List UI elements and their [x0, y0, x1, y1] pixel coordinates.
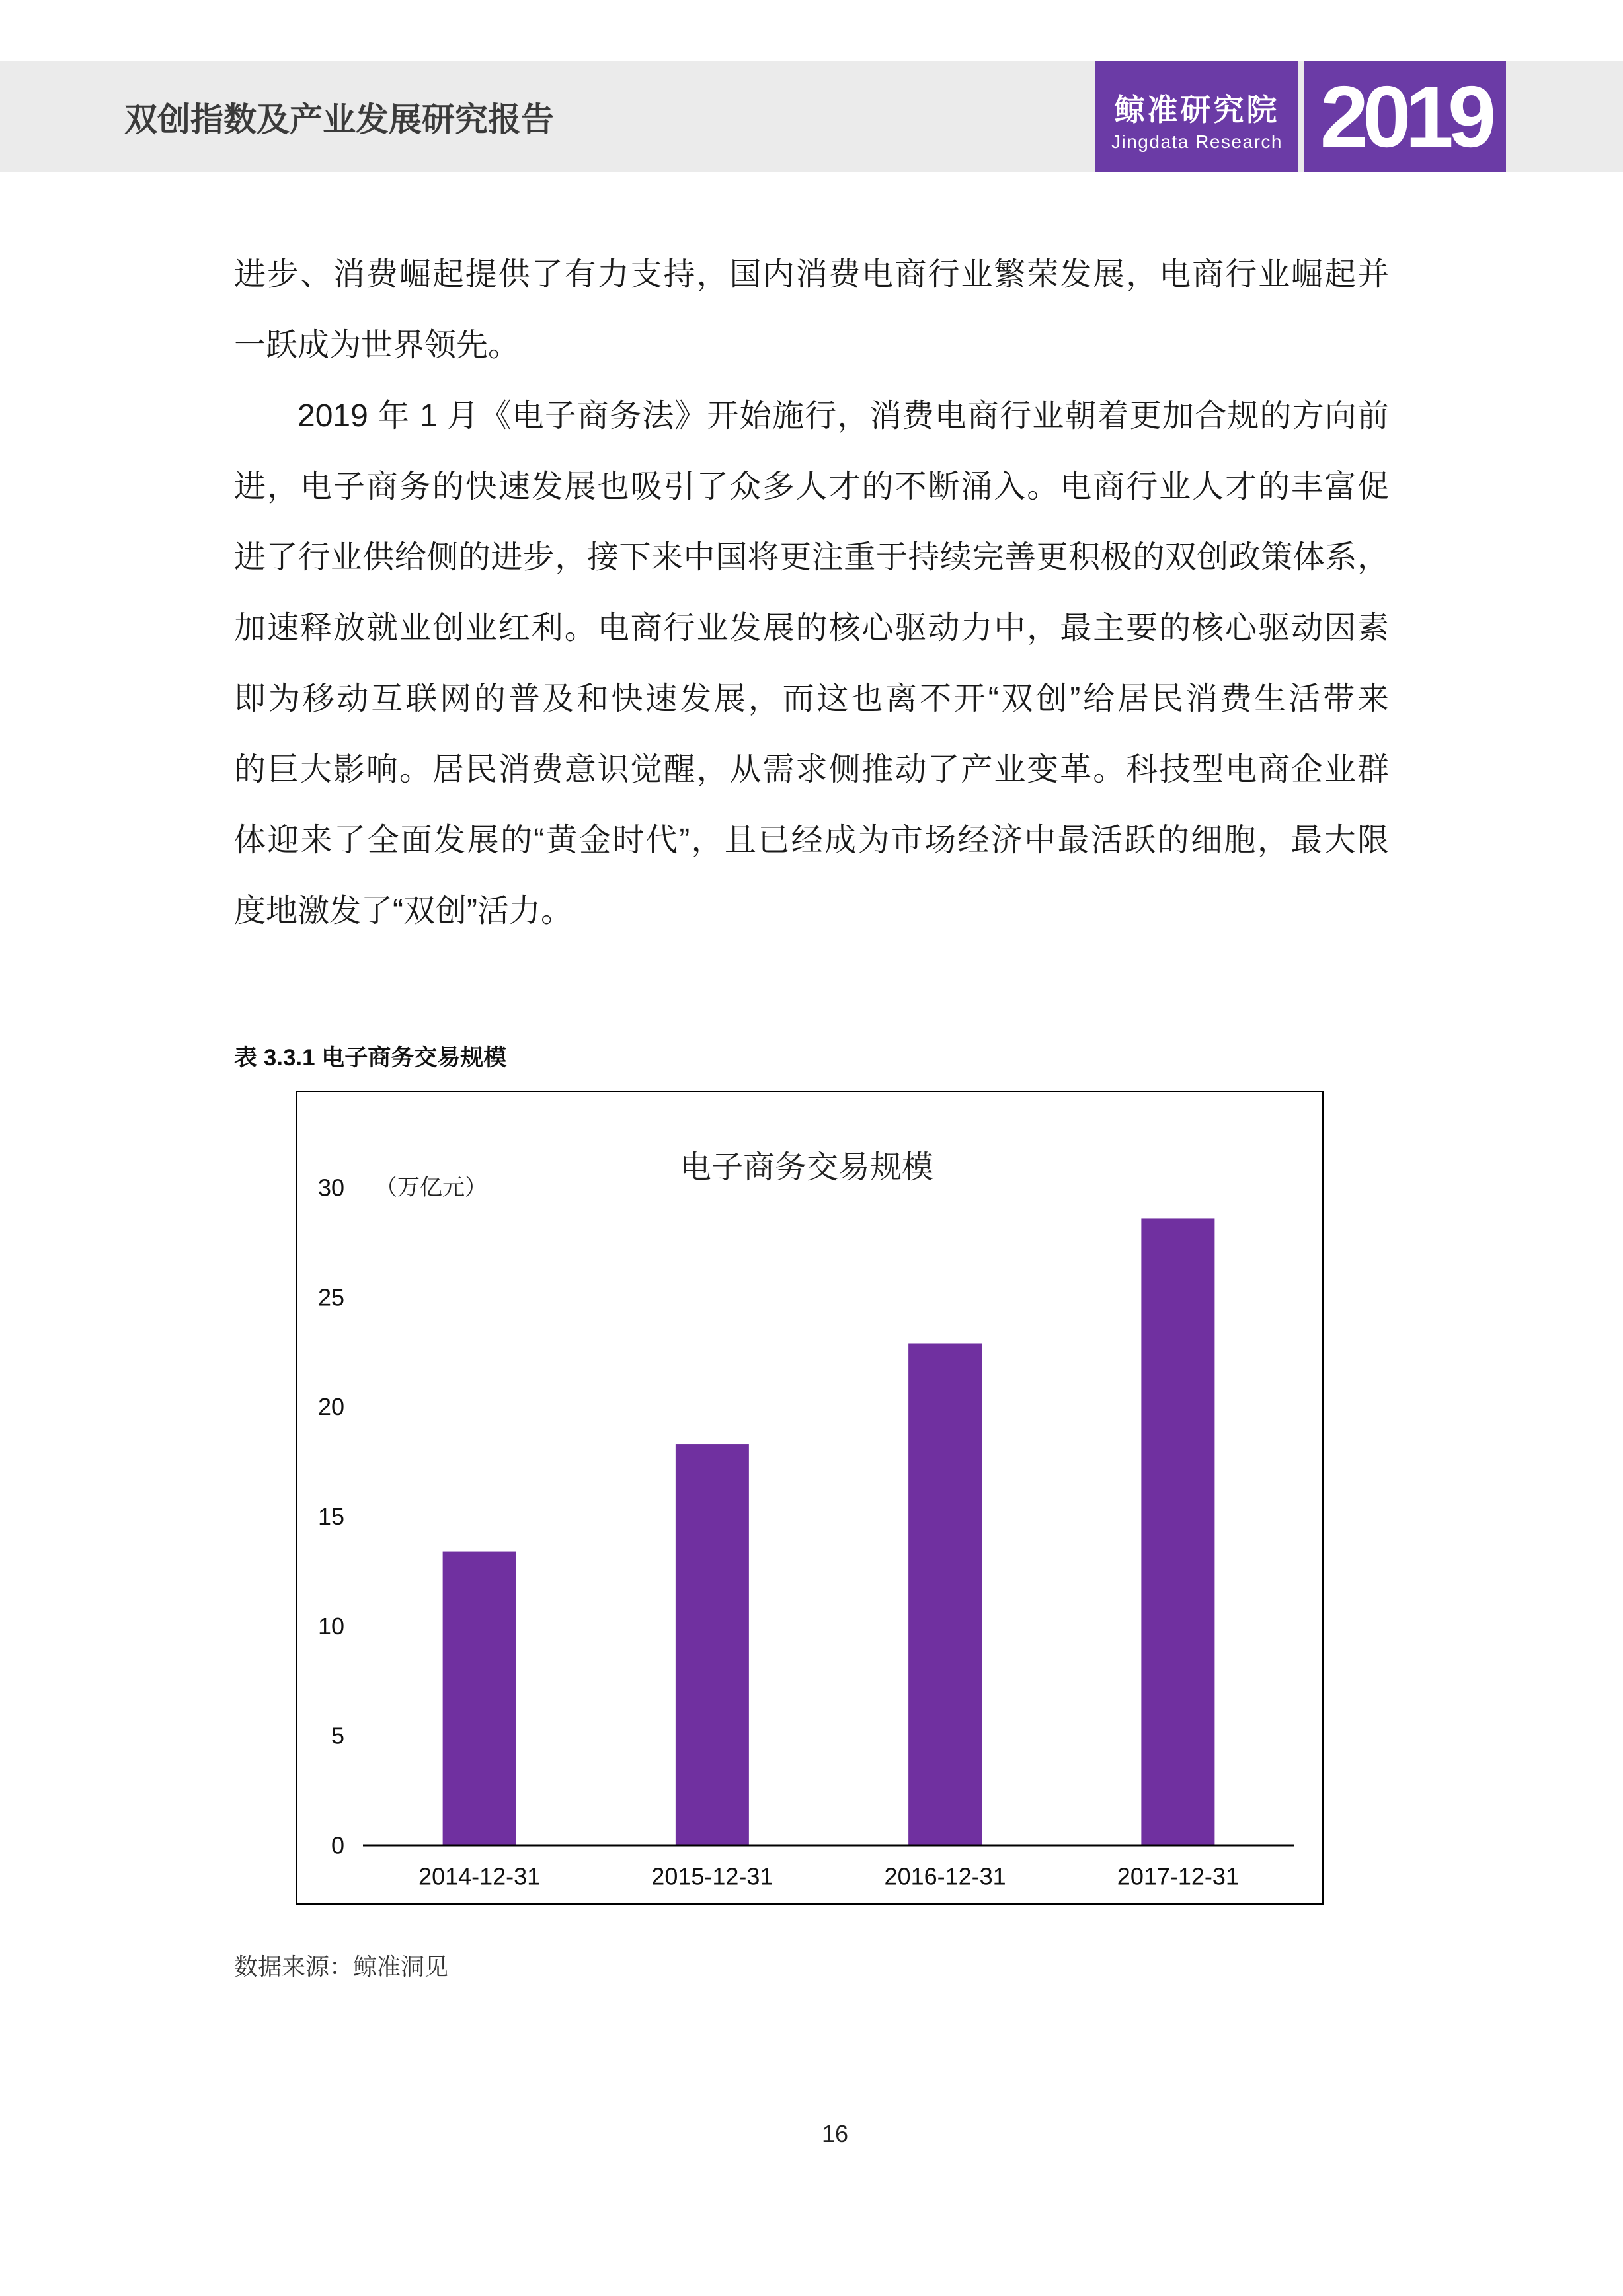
- paragraph-line: 进了行业供给侧的进步，接下来中国将更注重于持续完善更积极的双创政策体系，: [234, 540, 1389, 575]
- y-tick-label-20: 20: [317, 1393, 344, 1421]
- paragraph-line: 的巨大影响。居民消费意识觉醒，从需求侧推动了产业变革。科技型电商企业群: [234, 752, 1389, 787]
- brand-name-cn: 鲸准研究院: [1114, 92, 1280, 128]
- bar-2014-12-31: [443, 1552, 516, 1845]
- brand-name-en: Jingdata Research: [1111, 132, 1283, 152]
- figure-caption: 表 3.3.1 电子商务交易规模: [234, 1045, 507, 1071]
- report-title: 双创指数及产业发展研究报告: [124, 100, 554, 139]
- paragraph-line: 即为移动互联网的普及和快速发展，而这也离不开“双创”给居民消费生活带来: [234, 681, 1389, 716]
- chart-title: 电子商务交易规模: [679, 1149, 934, 1186]
- x-tick-label-2017-12-31: 2017-12-31: [1117, 1862, 1239, 1890]
- chart-frame: [296, 1091, 1324, 1905]
- bar-2016-12-31: [908, 1343, 982, 1845]
- y-tick-label-5: 5: [331, 1722, 344, 1749]
- x-tick-label-2016-12-31: 2016-12-31: [884, 1862, 1006, 1890]
- chart-unit-label: （万亿元）: [375, 1174, 487, 1201]
- bar-2017-12-31: [1141, 1218, 1214, 1845]
- y-tick-label-25: 25: [317, 1283, 344, 1311]
- paragraph-2: [234, 381, 1389, 946]
- y-tick-label-30: 30: [317, 1174, 344, 1202]
- paragraph-1: [234, 239, 1389, 381]
- paragraph-line: 体迎来了全面发展的“黄金时代”，且已经成为市场经济中最活跃的细胞，最大限: [234, 823, 1389, 858]
- paragraph-line: 一跃成为世界领先。: [234, 328, 520, 363]
- paragraph-line: 进步、消费崛起提供了有力支持，国内消费电商行业繁荣发展，电商行业崛起并: [234, 257, 1389, 292]
- body-text: [234, 239, 1389, 946]
- brand-logo: [1095, 61, 1298, 172]
- paragraph-line: 度地激发了“双创”活力。: [234, 894, 573, 929]
- source-note: 数据来源：鲸准洞见: [234, 1954, 449, 1981]
- year-badge: 2019: [1304, 61, 1506, 172]
- x-tick-label-2014-12-31: 2014-12-31: [418, 1862, 541, 1890]
- paragraph-line: 2019 年 1 月《电子商务法》开始施行，消费电商行业朝着更加合规的方向前: [297, 399, 1389, 434]
- paragraph-line: 进，电子商务的快速发展也吸引了众多人才的不断涌入。电商行业人才的丰富促: [234, 469, 1389, 504]
- y-tick-label-15: 15: [317, 1503, 344, 1530]
- y-tick-label-10: 10: [317, 1612, 344, 1640]
- x-tick-label-2015-12-31: 2015-12-31: [651, 1862, 773, 1890]
- paragraph-line: 加速释放就业创业红利。电商行业发展的核心驱动力中，最主要的核心驱动因素: [234, 611, 1389, 646]
- bar-chart: [297, 1092, 1322, 1903]
- bars-layer: [443, 1218, 1215, 1845]
- page-number: 16: [821, 2120, 849, 2147]
- bar-2015-12-31: [676, 1444, 749, 1845]
- y-tick-label-0: 0: [331, 1831, 344, 1859]
